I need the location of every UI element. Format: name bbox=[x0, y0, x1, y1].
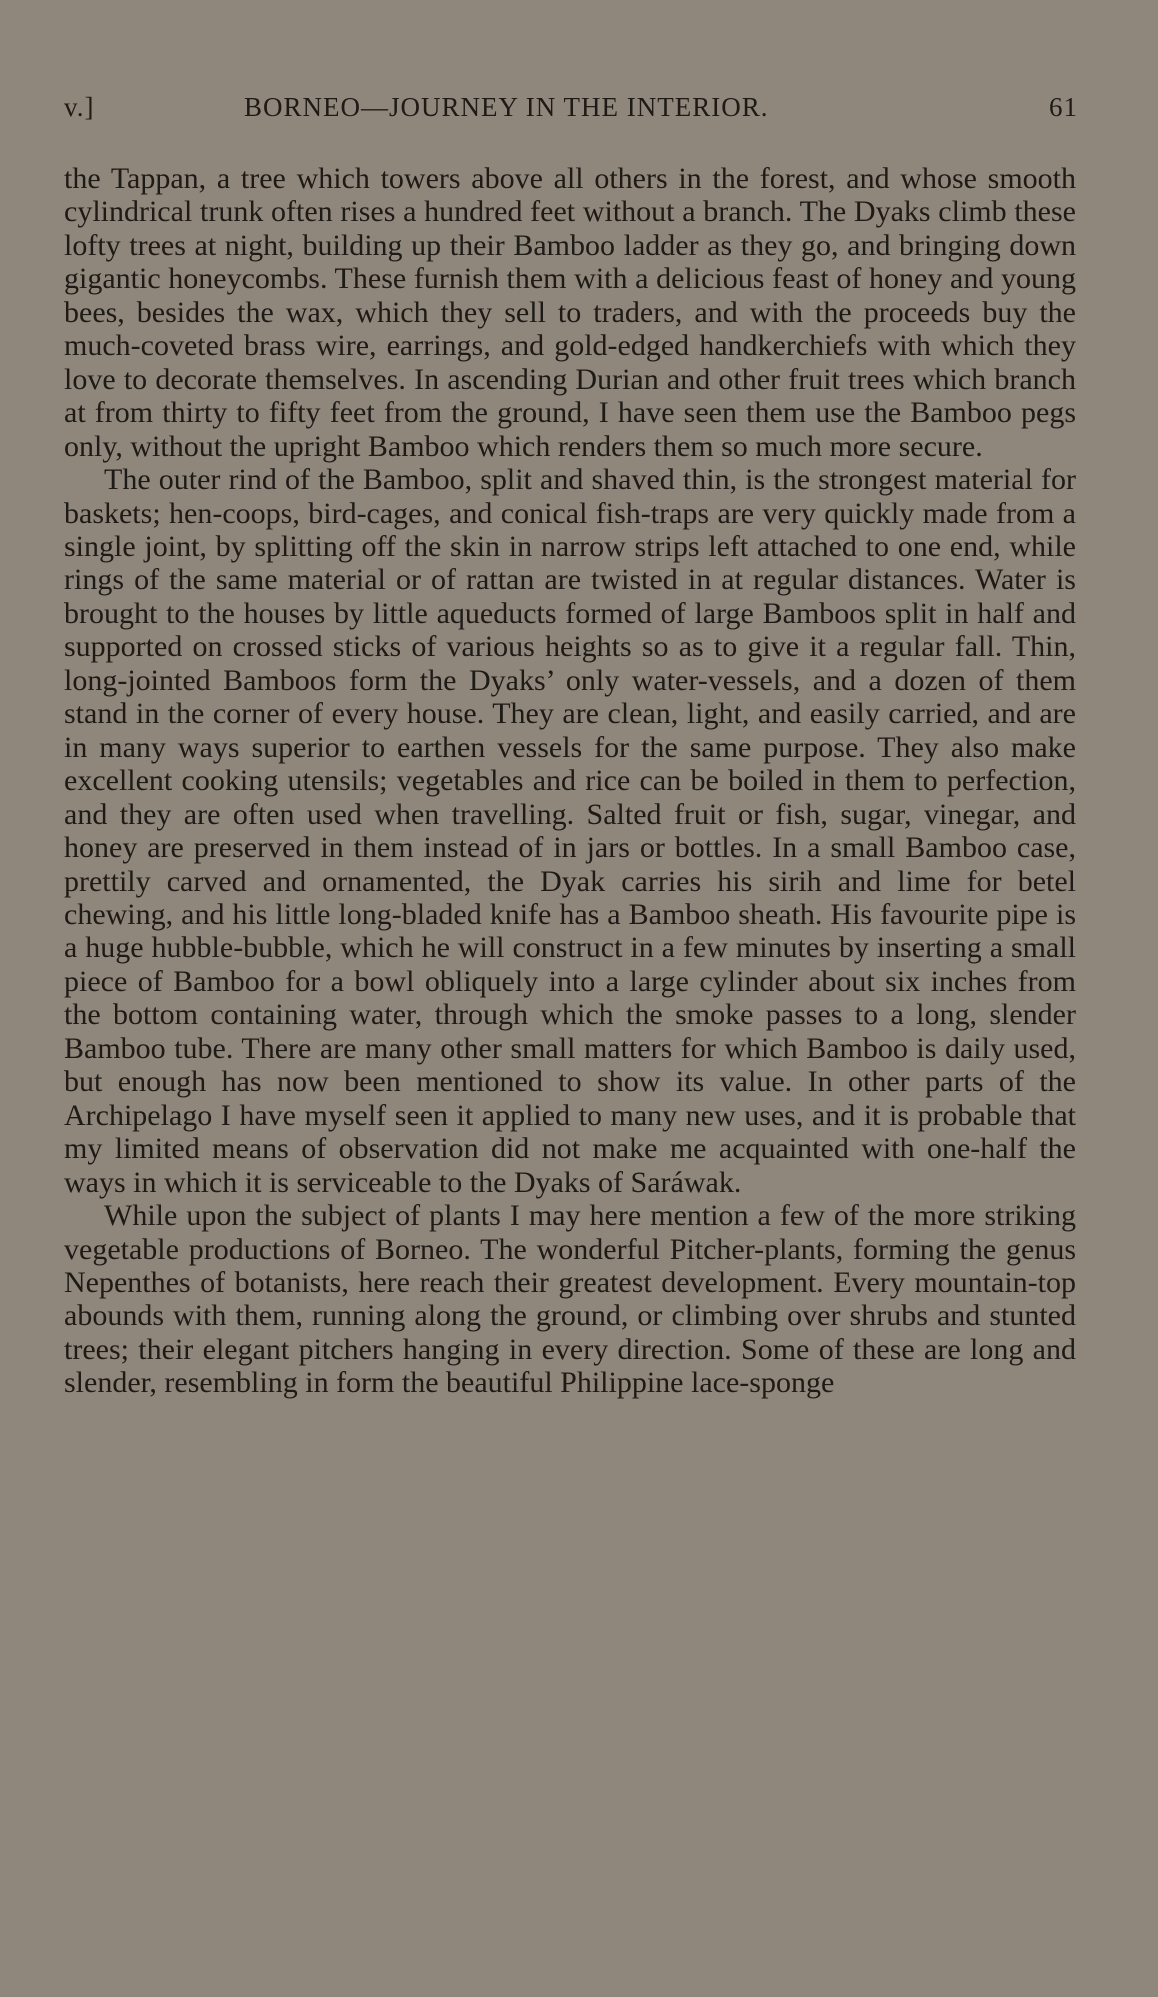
page-number: 61 bbox=[1049, 92, 1078, 122]
paragraph-continuation: the Tappan, a tree which towers above all others in the forest, and whose smooth cylindrical trunk often rises a hundred feet without a branch. The Dyaks climb these lofty trees at night, building up their Bamboo ladder as they go, and bringing down gigantic honeycombs. These furnish them with a delicious feast of honey and young bees, besides the wax, which they sell to traders, and with the proceeds buy the much-coveted brass wire, earrings, and gold-edged handkerchiefs with which they love to decorate themselves. In ascending Durian and other fruit trees which branch at from thirty to fifty feet from the ground, I have seen them use the Bamboo pegs only, without the upright Bamboo which renders them so much more secure. bbox=[64, 162, 1076, 463]
running-head bbox=[64, 92, 1076, 132]
body-text bbox=[64, 162, 1076, 1400]
running-title: BORNEO—JOURNEY IN THE INTERIOR. bbox=[244, 92, 769, 122]
paragraph-bamboo-uses: The outer rind of the Bamboo, split and shaved thin, is the strongest material for baskets; hen-coops, bird-cages, and conical fish-traps are very quickly made from a single joint, by splitting off the skin in narrow strips left attached to one end, while rings of the same material or of rattan are twisted in at regular distances. Water is brought to the houses by little aqueducts formed of large Bamboos split in half and supported on crossed sticks of various heights so as to give it a regular fall. Thin, long-jointed Bamboos form the Dyaks’ only water-vessels, and a dozen of them stand in the corner of every house. They are clean, light, and easily carried, and are in many ways superior to earthen vessels for the same purpose. They also make excellent cooking utensils; vegetables and rice can be boiled in them to perfection, and they are often used when travelling. Salted fruit or fish, sugar, vinegar, and honey are preserved in them instead of in jars or bottles. In a small Bamboo case, prettily carved and ornamented, the Dyak carries his sirih and lime for betel chewing, and his little long-bladed knife has a Bamboo sheath. His favourite pipe is a huge hubble-bubble, which he will construct in a few minutes by inserting a small piece of Bamboo for a bowl obliquely into a large cylinder about six inches from the bottom containing water, through which the smoke passes to a long, slender Bamboo tube. There are many other small matters for which Bamboo is daily used, but enough has now been mentioned to show its value. In other parts of the Archipelago I have myself seen it applied to many new uses, and it is probable that my limited means of observation did not make me acquainted with one-half the ways in which it is serviceable to the Dyaks of Saráwak. bbox=[64, 463, 1076, 1199]
chapter-marker: v.] bbox=[64, 92, 95, 122]
paragraph-pitcher-plants: While upon the subject of plants I may here mention a few of the more striking vegetable productions of Borneo. The wonderful Pitcher-plants, forming the genus Nepenthes of botanists, here reach their greatest development. Every mountain-top abounds with them, running along the ground, or climbing over shrubs and stunted trees; their elegant pitchers hanging in every direction. Some of these are long and slender, resembling in form the beautiful Philippine lace-sponge bbox=[64, 1199, 1076, 1400]
book-page bbox=[64, 92, 1076, 1400]
